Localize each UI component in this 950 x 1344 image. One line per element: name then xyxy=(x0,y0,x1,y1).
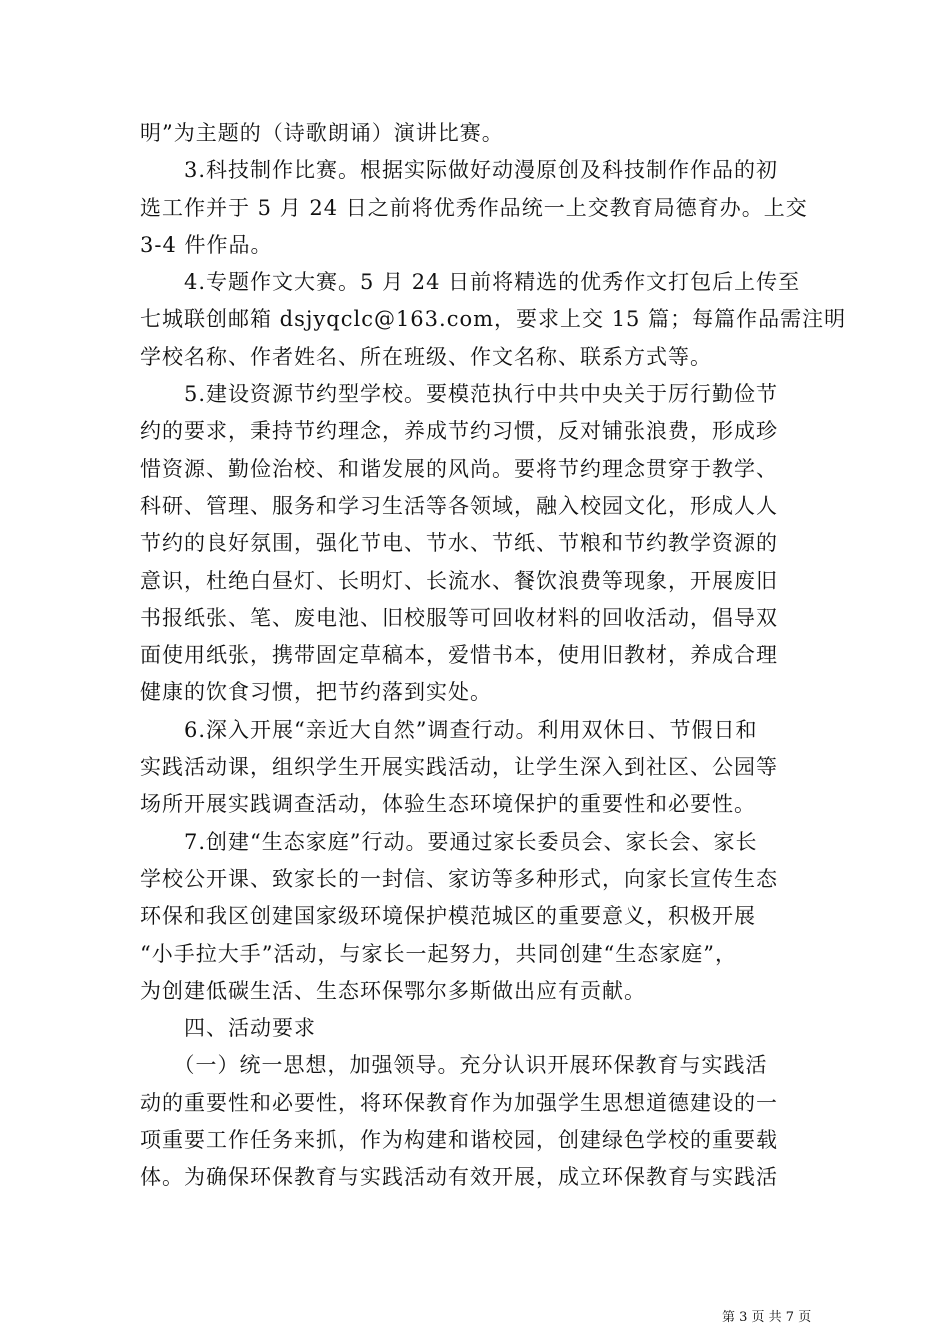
text-line: 约的要求，秉持节约理念，养成节约习惯，反对铺张浪费，形成珍 xyxy=(140,419,778,444)
text-line: 科研、管理、服务和学习生活等各领域，融入校园文化，形成人人 xyxy=(140,493,778,518)
text-line: 场所开展实践调查活动，体验生态环境保护的重要性和必要性。 xyxy=(140,792,756,817)
text-line: 4.专题作文大赛。5 月 24 日前将精选的优秀作文打包后上传至 xyxy=(140,270,801,295)
text-line: 选工作并于 5 月 24 日之前将优秀作品统一上交教育局德育办。上交 xyxy=(140,195,808,220)
body-text xyxy=(140,115,847,1197)
text-line: （一）统一思想，加强领导。充分认识开展环保教育与实践活 xyxy=(140,1053,768,1078)
text-line: 节约的良好氛围，强化节电、节水、节纸、节粮和节约教学资源的 xyxy=(140,531,778,556)
page-number-footer: 第 3 页 共 7 页 xyxy=(722,1310,812,1325)
text-line: 6.深入开展“亲近大自然”调查行动。利用双休日、节假日和 xyxy=(140,717,758,742)
text-line: 学校公开课、致家长的一封信、家访等多种形式，向家长宣传生态 xyxy=(140,866,778,891)
text-line: 书报纸张、笔、废电池、旧校服等可回收材料的回收活动，倡导双 xyxy=(140,605,778,630)
text-line: 环保和我区创建国家级环境保护模范城区的重要意义，积极开展 xyxy=(140,904,756,929)
text-line: 项重要工作任务来抓，作为构建和谐校园，创建绿色学校的重要载 xyxy=(140,1128,778,1153)
section-heading: 四、活动要求 xyxy=(140,1016,316,1041)
text-line: 意识，杜绝白昼灯、长明灯、长流水、餐饮浪费等现象，开展废旧 xyxy=(140,568,778,593)
text-line: 体。为确保环保教育与实践活动有效开展，成立环保教育与实践活 xyxy=(140,1165,778,1190)
text-line: 为创建低碳生活、生态环保鄂尔多斯做出应有贡献。 xyxy=(140,978,646,1003)
text-line: 惜资源、勤俭治校、和谐发展的风尚。要将节约理念贯穿于教学、 xyxy=(140,456,778,481)
text-line: “小手拉大手”活动，与家长一起努力，共同创建“生态家庭”， xyxy=(140,941,737,966)
text-line: 学校名称、作者姓名、所在班级、作文名称、联系方式等。 xyxy=(140,344,712,369)
text-line: 3.科技制作比赛。根据实际做好动漫原创及科技制作作品的初 xyxy=(140,158,779,183)
text-line: 动的重要性和必要性，将环保教育作为加强学生思想道德建设的一 xyxy=(140,1090,778,1115)
text-line: 七城联创邮箱 dsjyqclc@163.com，要求上交 15 篇；每篇作品需注明 xyxy=(140,307,847,332)
text-line: 实践活动课，组织学生开展实践活动，让学生深入到社区、公园等 xyxy=(140,755,778,780)
text-line: 5.建设资源节约型学校。要模范执行中共中央关于厉行勤俭节 xyxy=(140,382,779,407)
text-line: 面使用纸张，携带固定草稿本，爱惜书本，使用旧教材，养成合理 xyxy=(140,643,778,668)
text-line: 7.创建“生态家庭”行动。要通过家长委员会、家长会、家长 xyxy=(140,829,758,854)
text-line: 健康的饮食习惯，把节约落到实处。 xyxy=(140,680,492,705)
text-line: 明”为主题的（诗歌朗诵）演讲比赛。 xyxy=(140,121,504,145)
text-line: 3-4 件作品。 xyxy=(140,232,273,257)
